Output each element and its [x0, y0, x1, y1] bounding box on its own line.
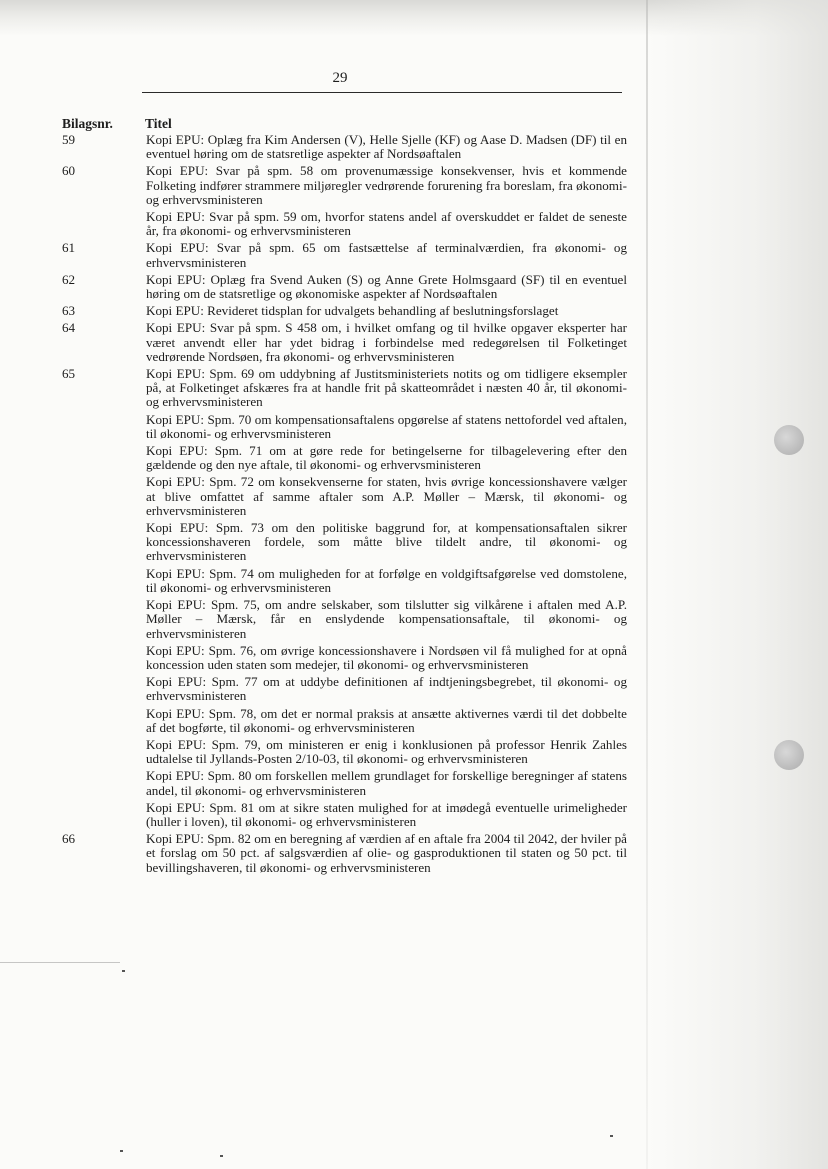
- entry-number: 59: [62, 132, 76, 147]
- entry-number: 64: [62, 320, 76, 336]
- scan-speck: [120, 1150, 123, 1152]
- entry-row: [62, 769, 627, 797]
- entry-row: [62, 304, 627, 318]
- entry-row: [62, 164, 627, 207]
- entry-number: [62, 769, 146, 797]
- punch-hole-top: [774, 425, 804, 455]
- entry-number: [62, 598, 146, 641]
- entry-title: Kopi EPU: Spm. 80 om forskellen mellem grundlaget for forskellige beregninger af statens andel, til økonomi- og erhvervsministeren: [146, 768, 627, 798]
- entry-row: [62, 273, 627, 301]
- header-rule: [142, 92, 622, 93]
- entry-row: [62, 707, 627, 735]
- entry-title: Kopi EPU: Spm. 69 om uddybning af Justitsministeriets notits og om tidligere eksempler på, at Folketinget afskæres fra at handle frit på skatteområdet i næsten 40 år, til økonomi- og erhvervsministeren: [146, 366, 627, 410]
- entry-number: 66: [62, 831, 76, 847]
- entry-title: Kopi EPU: Spm. 71 om at gøre rede for betingelserne for tilbagelevering efter den gældende og den nye aftale, til økonomi- og erhvervsministeren: [146, 443, 627, 473]
- entry-row: [62, 321, 627, 364]
- entry-title: Kopi EPU: Oplæg fra Svend Auken (S) og Anne Grete Holmsgaard (SF) til en eventuel høring om de statsretlige og økonomiske aspekter af Nordsøaftalen: [146, 271, 627, 302]
- entry-row: [62, 367, 627, 410]
- entry-number: [62, 801, 146, 829]
- scan-artifact-line: [0, 962, 120, 963]
- entry-title: Kopi EPU: Spm. 72 om konsekvenserne for staten, hvis øvrige koncessionshavere vælger at blive omfattet af samme aftaler som A.P. Møller – Mærsk, til økonomi- og erhvervsministeren: [146, 474, 627, 518]
- entry-list: [62, 133, 627, 878]
- entry-number: [62, 567, 146, 595]
- entry-number: 63: [62, 303, 76, 319]
- page-number: 29: [332, 70, 348, 86]
- entry-title: Kopi EPU: Spm. 82 om en beregning af værdien af en aftale fra 2004 til 2042, der hviler på et forslag om 50 pct. af salgsværdien af olie- og gasproduktionen til staten og 50 pct. til bevillingshaveren, til økonomi- og erhvervsministeren: [146, 831, 627, 875]
- entry-number: [62, 675, 146, 703]
- entry-row: [62, 133, 627, 161]
- entry-title: Kopi EPU: Revideret tidsplan for udvalgets behandling af beslutningsforslaget: [146, 303, 559, 319]
- entry-row: [62, 675, 627, 703]
- scan-speck: [610, 1135, 613, 1137]
- entry-title: Kopi EPU: Spm. 79, om ministeren er enig i konklusionen på professor Henrik Zahles udtalelse til Jyllands-Posten 2/10-03, til økonomi- og erhvervsministeren: [146, 736, 627, 767]
- column-header-title: Titel: [145, 116, 172, 131]
- entry-title: Kopi EPU: Spm. 78, om det er normal praksis at ansætte aktivernes værdi til det dobbelte af det bogførte, til økonomi- og erhvervsministeren: [146, 705, 627, 735]
- entry-number: [62, 521, 146, 564]
- entry-number: [62, 210, 146, 238]
- entry-row: [62, 567, 627, 595]
- entry-title: Kopi EPU: Svar på spm. 59 om, hvorfor statens andel af overskuddet er faldet de seneste år, fra økonomi- og erhvervsministeren: [146, 209, 627, 239]
- entry-row: [62, 832, 627, 875]
- entry-row: [62, 598, 627, 641]
- entry-row: [62, 241, 627, 269]
- entry-title: Kopi EPU: Spm. 75, om andre selskaber, som tilslutter sig vilkårene i aftalen med A.P. Møller – Mærsk, får en enslydende kompensationsaftale, til økonomi- og erhvervsministeren: [146, 597, 627, 641]
- entry-number: [62, 475, 146, 518]
- entry-title: Kopi EPU: Svar på spm. 58 om provenumæssige konsekvenser, hvis et kommende Folketing indfører strammere miljøregler vedrørende forurening fra boreslam, fra økonomi- og erhvervsministeren: [146, 163, 627, 207]
- entry-row: [62, 521, 627, 564]
- entry-row: [62, 210, 627, 238]
- entry-row: [62, 475, 627, 518]
- entry-number: [62, 707, 146, 735]
- entry-number: [62, 413, 146, 441]
- entry-number: 61: [62, 240, 76, 256]
- entry-number: 65: [62, 366, 76, 382]
- entry-title: Kopi EPU: Spm. 77 om at uddybe definitionen af indtjeningsbegrebet, til økonomi- og erhvervsministeren: [146, 674, 627, 704]
- page-edge: [646, 0, 648, 1169]
- entry-title: Kopi EPU: Spm. 70 om kompensationsaftalens opgørelse af statens nettofordel ved aftalen, til økonomi- og erhvervsministeren: [146, 411, 627, 441]
- entry-title: Kopi EPU: Spm. 74 om muligheden for at forfølge en voldgiftsafgørelse ved domstolene, til økonomi- og erhvervsministeren: [146, 565, 627, 595]
- scan-speck: [220, 1155, 223, 1157]
- entry-row: [62, 444, 627, 472]
- entry-title: Kopi EPU: Svar på spm. S 458 om, i hvilket omfang og til hvilke opgaver eksperter har været anvendt eller har ydet bidrag i forbindelse med redegørelsen til Folketinget vedrørende Nordsøen, fra økonomi- og erhvervsministeren: [146, 320, 627, 364]
- entry-row: [62, 413, 627, 441]
- entry-number: [62, 644, 146, 672]
- entry-title: Kopi EPU: Spm. 73 om den politiske baggrund for, at kompensationsaftalen sikrer koncessionshaveren fordele, som måtte blive tildelt andre, til økonomi- og erhvervsministeren: [146, 520, 627, 564]
- entry-row: [62, 738, 627, 766]
- entry-title: Kopi EPU: Oplæg fra Kim Andersen (V), Helle Sjelle (KF) og Aase D. Madsen (DF) til en eventuel høring om de statsretlige aspekter af Nordsøaftalen: [146, 132, 627, 162]
- column-header-number: Bilagsnr.: [62, 116, 113, 131]
- entry-number: [62, 444, 146, 472]
- entry-title: Kopi EPU: Spm. 81 om at sikre staten mulighed for at imødegå eventuelle urimeligheder (huller i loven), til økonomi- og erhvervsministeren: [146, 799, 627, 829]
- entry-row: [62, 801, 627, 829]
- entry-number: 62: [62, 271, 76, 287]
- entry-number: 60: [62, 163, 76, 179]
- entry-title: Kopi EPU: Svar på spm. 65 om fastsættelse af terminalværdien, fra økonomi- og erhvervsministeren: [146, 240, 627, 270]
- scan-speck: [122, 970, 125, 972]
- punch-hole-bottom: [774, 740, 804, 770]
- entry-title: Kopi EPU: Spm. 76, om øvrige koncessionshavere i Nordsøen vil få mulighed for at opnå koncession uden staten som medejer, til økonomi- og erhvervsministeren: [146, 642, 627, 672]
- entry-number: [62, 738, 146, 766]
- entry-row: [62, 644, 627, 672]
- scan-right-shading: [648, 0, 828, 1169]
